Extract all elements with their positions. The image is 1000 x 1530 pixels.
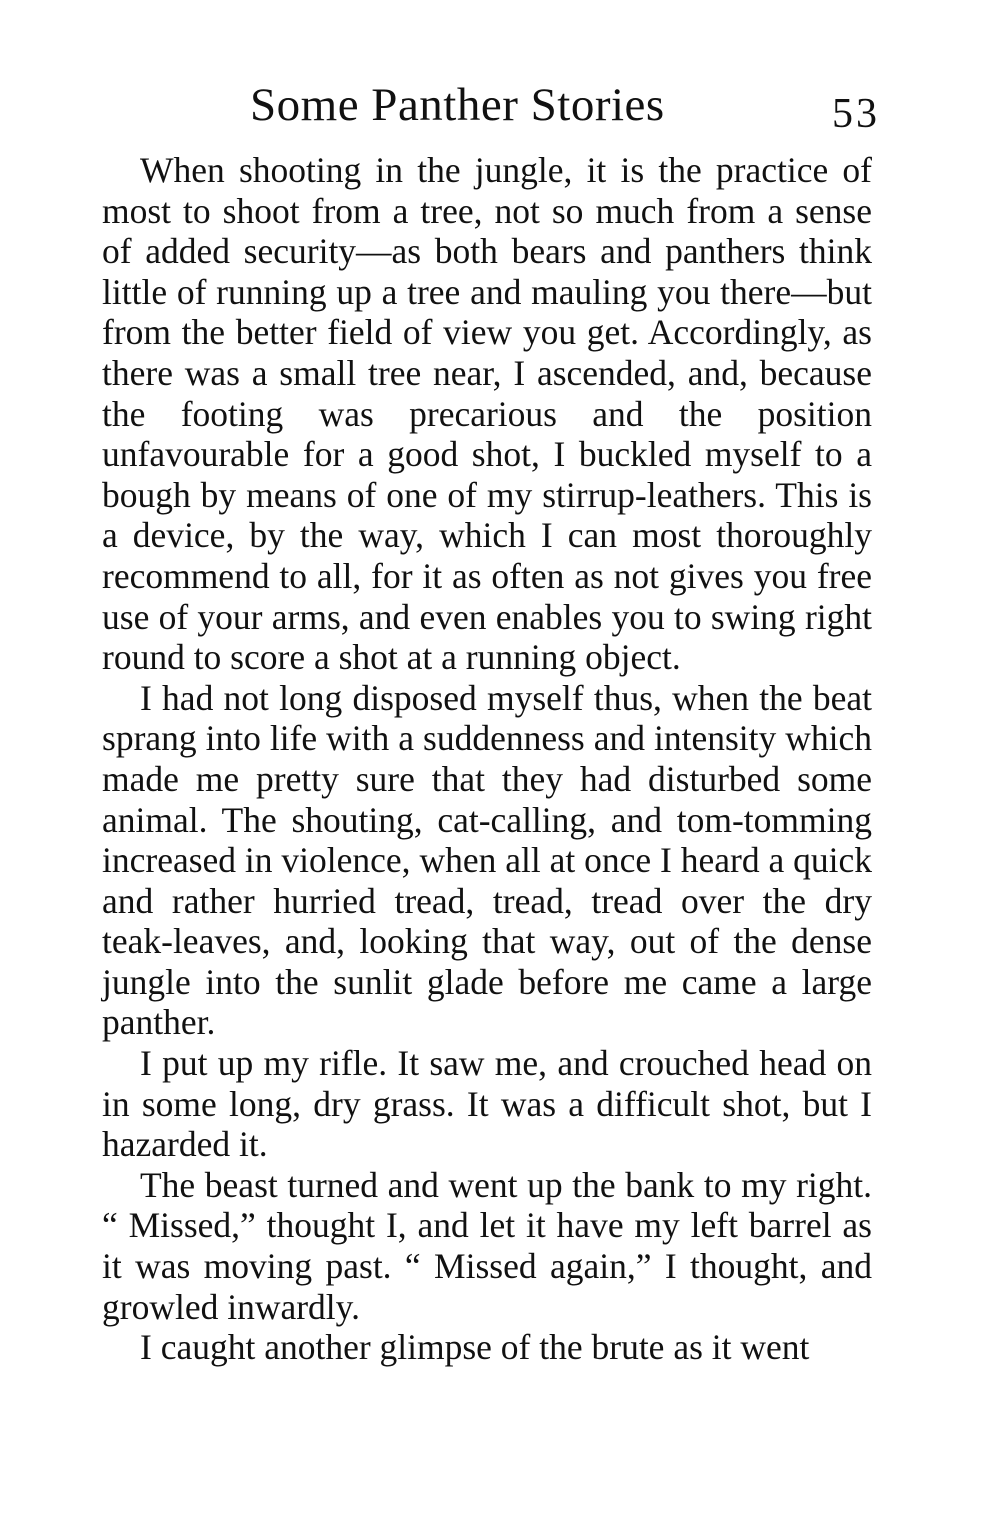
paragraph: I caught another glimpse of the brute as it went xyxy=(140,1327,810,1368)
paragraph: When shooting in the jungle, it is the practice of most to shoot from a tree, not so much from a sense of added security—as both bears and panthers think little of running up a tree and mauling you there—but from the better field of view you get. Accordingly, as there was a small tree near, I ascended, and, because the footing was precarious and the position unfavourable for a good shot, I buckled myself to a bough by means of one of my stirrup-leathers. This is a device, by the way, which I can most thoroughly recommend to all, for it as often as not gives you free use of your arms, and even enables you to swing right round to score a shot at a running object. xyxy=(102,150,872,678)
running-head xyxy=(100,78,880,138)
paragraph: I put up my rifle. It saw me, and crouched head on in some long, dry grass. It was a difficult shot, but I hazarded it. xyxy=(102,1043,872,1165)
chapter-title: Some Panther Stories xyxy=(250,79,665,131)
body-text xyxy=(102,150,872,1368)
paragraph: The beast turned and went up the bank to my right. “ Missed,” thought I, and let it have my left barrel as it was moving past. “ Missed again,” I thought, and growled inwardly. xyxy=(102,1164,872,1327)
page-number: 53 xyxy=(832,91,880,137)
paragraph: I had not long disposed myself thus, when the beat sprang into life with a suddenness and intensity which made me pretty sure that they had disturbed some animal. The shouting, cat-calling, and tom-tomming increased in violence, when all at once I heard a quick and rather hurried tread, tread, tread over the dry teak-leaves, and, looking that way, out of the dense jungle into the sunlit glade before me came a large panther. xyxy=(102,677,872,1043)
